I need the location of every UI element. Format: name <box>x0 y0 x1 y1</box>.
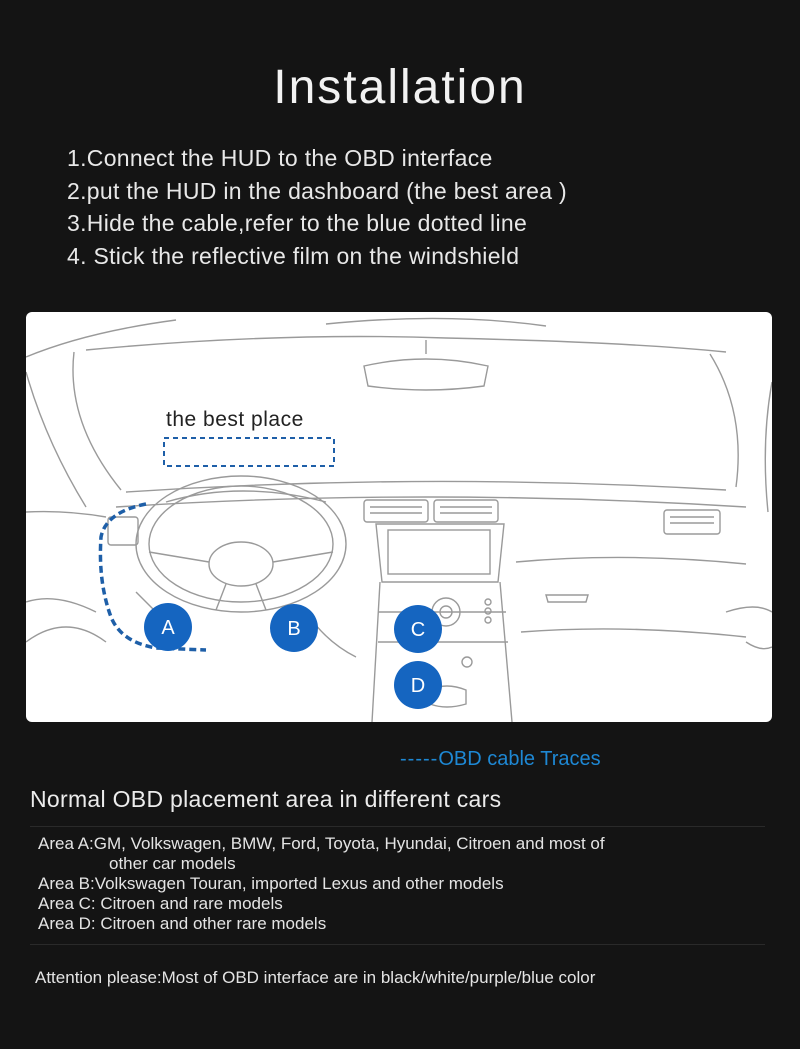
left-door-line <box>26 512 106 517</box>
windshield-top <box>86 337 726 353</box>
rear-mirror <box>364 359 488 390</box>
area-c-line: Area C: Citroen and rare models <box>38 894 283 913</box>
button-dot <box>485 608 491 614</box>
center-console-frame <box>376 524 504 582</box>
right-vent-slats <box>670 517 714 523</box>
page-title: Installation <box>273 61 527 114</box>
center-vent-left <box>364 500 428 522</box>
right-door-trim <box>726 607 772 612</box>
best-place-box <box>164 438 334 466</box>
button-dot <box>485 617 491 623</box>
attention-note: Attention please:Most of OBD interface are in black/white/purple/blue color <box>35 968 596 987</box>
dash-top <box>126 481 726 492</box>
hazard-button <box>462 657 472 667</box>
cable-legend <box>400 748 601 771</box>
steering-spoke-bottom <box>216 584 266 610</box>
roof-line-left <box>26 320 176 357</box>
a-pillar-right-outer <box>765 382 772 512</box>
steering-hub <box>209 542 273 586</box>
button-dot <box>485 599 491 605</box>
a-pillar-right-inner <box>710 354 738 487</box>
steering-spoke-right <box>273 552 333 562</box>
marker-c-label: C <box>410 619 426 641</box>
center-vent-right <box>434 500 498 522</box>
area-a-line-2: other car models <box>109 854 236 873</box>
glovebox-top <box>516 557 746 564</box>
area-d-line: Area D: Citroen and other rare models <box>38 914 327 933</box>
best-place-label: the best place <box>166 408 304 431</box>
left-vent <box>108 517 138 545</box>
left-door-handle <box>26 627 106 642</box>
legend-label: OBD cable Traces <box>438 748 601 770</box>
car-interior-diagram <box>26 312 772 722</box>
divider-top <box>30 826 765 827</box>
area-list <box>38 834 758 934</box>
glovebox-bottom <box>521 629 746 637</box>
step-4: 4. Stick the reflective film on the windshield <box>67 242 520 269</box>
step-3: 3.Hide the cable,refer to the blue dotted line <box>67 210 528 236</box>
vent-slats <box>370 507 492 513</box>
steering-wheel-outer <box>136 476 346 612</box>
left-door-trim <box>26 599 96 612</box>
step-2: 2.put the HUD in the dashboard (the best area ) <box>67 177 567 204</box>
right-vent <box>664 510 720 534</box>
marker-b-label: B <box>287 618 301 640</box>
installation-steps <box>67 142 567 272</box>
marker-d-label: D <box>410 675 426 697</box>
glovebox-handle <box>546 595 588 602</box>
divider-bottom <box>30 944 765 945</box>
car-interior-drawing <box>26 312 772 722</box>
a-pillar-left-outer <box>26 372 86 507</box>
steering-spoke-left <box>149 552 209 562</box>
section-subtitle: Normal OBD placement area in different cars <box>30 786 502 812</box>
area-b-line: Area B:Volkswagen Touran, imported Lexus and other models <box>38 874 504 893</box>
a-pillar-left-inner <box>73 352 121 490</box>
roof-lamp <box>326 318 546 326</box>
marker-a-label: A <box>161 617 175 639</box>
legend-dashes: ----- <box>400 748 439 770</box>
dash-edge <box>116 497 746 507</box>
area-a-line-1: Area A:GM, Volkswagen, BMW, Ford, Toyota, Hyundai, Citroen and most of <box>38 834 605 853</box>
right-door-handle <box>746 642 772 649</box>
center-screen <box>388 530 490 574</box>
steering-wheel-inner <box>149 486 333 602</box>
step-1: 1.Connect the HUD to the OBD interface <box>67 145 493 171</box>
